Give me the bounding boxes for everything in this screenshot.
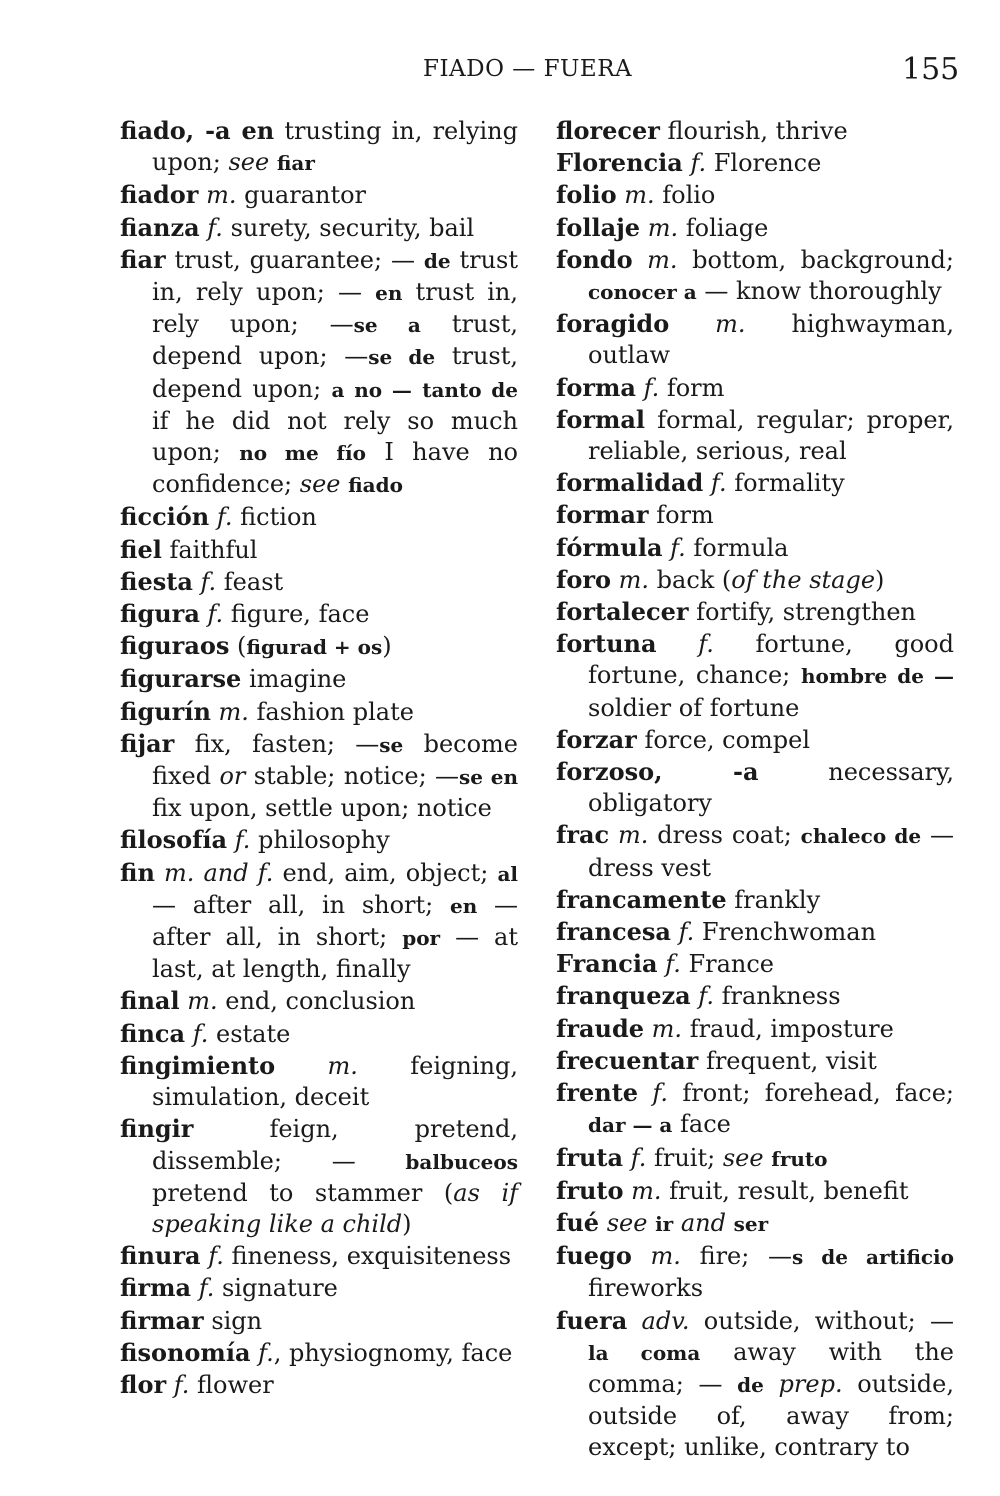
entry-definition: flourish, thrive (659, 117, 848, 145)
entry-label: m. (631, 1176, 662, 1205)
left-column (120, 115, 518, 1401)
entry-phrase: la coma (588, 1340, 701, 1365)
entry-definition: fortify, strengthen (688, 598, 917, 627)
entry-definition: sign (203, 1306, 263, 1335)
entry-definition (764, 1370, 779, 1398)
dictionary-entry (556, 1207, 954, 1240)
dictionary-entry (120, 1337, 518, 1369)
entry-headword: formal (556, 404, 646, 434)
entry-label: f. (670, 533, 686, 562)
entry-label: f. (200, 567, 217, 596)
entry-definition: imagine (241, 665, 347, 694)
entry-label: m. (206, 181, 237, 210)
entry-phrase: tanto de (422, 377, 518, 402)
entry-phrase: fiar (276, 151, 315, 176)
dictionary-entry (120, 212, 518, 244)
entry-definition: soldier of fortune (588, 693, 800, 722)
entry-phrase: se en (459, 765, 518, 790)
entry-definition (673, 1209, 681, 1237)
entry-definition: fashion plate (248, 697, 414, 726)
entry-definition (227, 826, 235, 854)
entry-definition (624, 1177, 632, 1205)
entry-headword: forzoso, -a (556, 757, 759, 787)
entry-phrase: no me fío (239, 441, 366, 466)
entry-headword: folio (556, 180, 617, 210)
entry-definition (191, 1274, 199, 1302)
dictionary-entry (556, 532, 954, 564)
entry-headword: fuego (556, 1241, 632, 1271)
dictionary-entry (556, 916, 954, 948)
entry-phrase: al (497, 861, 518, 886)
entry-definition: formality (726, 469, 845, 498)
entry-phrase: se de (368, 345, 436, 370)
entry-phrase: fruto (771, 1146, 828, 1171)
entry-headword: fuera (556, 1305, 628, 1335)
entry-definition (632, 1242, 651, 1270)
dictionary-entry (556, 499, 954, 531)
entry-definition: fix, fasten; — (174, 729, 380, 758)
entry-definition: foliage (678, 213, 769, 242)
entry-label: f. (207, 213, 223, 242)
entry-headword: fórmula (556, 532, 663, 562)
entry-definition: dress coat; (648, 821, 801, 850)
entry-definition: ) (875, 565, 885, 594)
entry-definition: highwayman, outlaw (588, 310, 954, 370)
entry-definition: end, aim, object; (273, 858, 498, 887)
entry-headword: fin (120, 857, 155, 887)
dictionary-entry (120, 985, 518, 1017)
entry-headword: Florencia (556, 148, 683, 178)
entry-definition (623, 1144, 631, 1172)
dictionary-entry (556, 404, 954, 467)
dictionary-entry (120, 179, 518, 211)
entry-definition (611, 566, 619, 594)
entry-definition (185, 1020, 193, 1048)
entry-definition (703, 469, 711, 497)
entry-label: m. (647, 245, 678, 274)
entry-label: f. (192, 1019, 209, 1048)
dictionary-entry (556, 147, 954, 179)
entry-label: m. (624, 181, 655, 210)
dictionary-entry (120, 1305, 518, 1337)
entry-label: f. (678, 918, 695, 947)
entry-definition: stable; notice; — (245, 762, 460, 791)
entry-headword: firmar (120, 1305, 204, 1335)
entry-label: m. (618, 565, 650, 594)
entry-headword: fortalecer (556, 597, 689, 627)
entry-label: m. (651, 1014, 683, 1043)
entry-definition (200, 600, 208, 628)
entry-definition: flower (189, 1370, 274, 1399)
entry-headword: filosofía (120, 825, 228, 855)
entry-definition: Frenchwoman (694, 918, 877, 947)
entry-phrase: en (450, 893, 478, 918)
entry-headword: figurarse (120, 664, 242, 694)
entry-headword: francamente (556, 884, 727, 914)
entry-definition: outside, without; — (689, 1306, 954, 1335)
entry-label: m. (327, 1051, 358, 1080)
entry-phrase: se (379, 732, 404, 757)
entry-headword: fraude (556, 1013, 645, 1043)
entry-definition: — after all, in short; (152, 890, 450, 919)
dictionary-entry (556, 1045, 954, 1077)
dictionary-entry (556, 980, 954, 1012)
entry-phrase: figurad + os (246, 635, 383, 660)
entry-definition: become fixed (152, 729, 518, 791)
entry-headword: fingimiento (120, 1050, 276, 1080)
entry-phrase: a no — (331, 377, 412, 402)
entry-headword: ficción (120, 502, 210, 532)
entry-label: m. (650, 1242, 681, 1271)
running-head: FIADO — FUERA (423, 56, 633, 82)
dictionary-entry (556, 1240, 954, 1304)
entry-definition (640, 214, 648, 242)
dictionary-entry (556, 596, 954, 628)
dictionary-entry (120, 1240, 518, 1272)
entry-label: f. (630, 1143, 647, 1172)
dictionary-entry (556, 179, 954, 211)
entry-headword: francesa (556, 917, 671, 947)
entry-definition (209, 503, 217, 531)
entry-label: f. (690, 149, 707, 178)
dictionary-entry (120, 696, 518, 728)
entry-definition: I have no confidence; (152, 438, 518, 499)
entry-definition: front; forehead, face; (668, 1079, 954, 1108)
entry-definition (657, 630, 699, 658)
entry-headword: florecer (556, 116, 660, 145)
entry-headword: frac (556, 820, 610, 850)
dictionary-entry (556, 467, 954, 499)
entry-definition: fineness, exquisiteness (223, 1242, 512, 1271)
dictionary-entry (120, 1272, 518, 1304)
entry-phrase: se a (353, 313, 421, 338)
dictionary-entry (556, 819, 954, 883)
entry-definition (155, 859, 164, 887)
entry-definition (633, 246, 648, 274)
entry-definition: ) (382, 632, 392, 661)
entry-phrase: ser (733, 1211, 769, 1236)
entry-definition: formal, regular; proper, reliable, serious, real (588, 405, 954, 466)
entry-phrase: balbuceos (405, 1149, 518, 1174)
entry-definition: trust, depend upon; — (152, 310, 518, 371)
entry-headword: forzar (556, 724, 637, 754)
entry-phrase: s de artificio (792, 1245, 954, 1270)
entry-definition (340, 470, 348, 498)
entry-definition (251, 1339, 259, 1367)
dictionary-entry (120, 1369, 518, 1401)
entry-definition (638, 1079, 652, 1107)
entry-headword: fiado, -a en (120, 116, 275, 145)
entry-definition: pretend to stammer ( (152, 1178, 454, 1207)
entry-label: of the stage (731, 565, 876, 594)
entry-definition: bottom, background; (677, 245, 954, 274)
entry-definition: formula (685, 533, 789, 562)
dictionary-entry (556, 115, 954, 147)
dictionary-entry (556, 212, 954, 244)
entry-label: f. (652, 1079, 669, 1108)
entry-definition (269, 148, 277, 176)
entry-label: f. (173, 1370, 190, 1399)
entry-label: m. (618, 821, 649, 850)
entry-definition: France (680, 950, 775, 979)
entry-headword: Francia (556, 949, 658, 979)
page-header (0, 52, 1000, 92)
entry-label: as if speaking like a child (152, 1178, 518, 1238)
entry-headword: frente (556, 1078, 639, 1108)
dictionary-entry (120, 566, 518, 598)
entry-headword: fingir (120, 1114, 194, 1144)
dictionary-entry (556, 1142, 954, 1175)
entry-definition: trust in, rely upon; — (152, 245, 518, 307)
dictionary-entry (120, 1018, 518, 1050)
entry-definition (166, 1371, 174, 1399)
dictionary-entry (556, 948, 954, 980)
entry-headword: fiar (120, 244, 166, 274)
dictionary-entry (556, 1013, 954, 1045)
entry-headword: fué (556, 1207, 600, 1237)
dictionary-entry (120, 244, 518, 502)
entry-phrase: por (402, 926, 441, 951)
entry-definition: face (672, 1110, 731, 1139)
entry-definition (671, 918, 679, 946)
dictionary-entry (120, 1050, 518, 1113)
entry-phrase: dar — a (588, 1113, 673, 1138)
entry-label: f. (234, 826, 251, 855)
entry-definition: fix upon, settle upon; notice (152, 794, 492, 823)
dictionary-entry (556, 724, 954, 756)
entry-definition: trusting in, relying upon; (152, 117, 518, 177)
entry-label: and (680, 1208, 726, 1237)
entry-label: f. (258, 1338, 274, 1367)
entry-definition: guarantor (236, 181, 367, 210)
dictionary-entry (120, 824, 518, 856)
entry-definition (412, 375, 422, 403)
entry-headword: formar (556, 500, 649, 530)
entry-headword: finca (120, 1018, 186, 1048)
entry-definition: form (659, 373, 725, 402)
dictionary-entry (556, 884, 954, 916)
entry-label: f. (207, 600, 224, 629)
entry-definition: form (648, 501, 714, 530)
entry-definition: feast (216, 567, 284, 596)
right-column (556, 115, 954, 1464)
dictionary-entry (556, 1077, 954, 1141)
entry-label: f. (643, 373, 660, 402)
entry-headword: franqueza (556, 981, 691, 1011)
entry-definition (636, 374, 644, 402)
entry-label: m. and f. (164, 858, 274, 887)
entry-label: f. (216, 503, 233, 532)
dictionary-entry (120, 501, 518, 533)
entry-definition: — know thoroughly (696, 277, 942, 306)
entry-definition: fireworks (588, 1274, 704, 1303)
entry-headword: foragido (556, 309, 670, 339)
entry-phrase: en (375, 281, 403, 306)
entry-label: see (722, 1143, 764, 1172)
entry-headword: forma (556, 372, 636, 402)
entry-headword: figura (120, 599, 200, 629)
entry-definition (647, 1209, 655, 1237)
entry-definition (599, 1209, 607, 1237)
dictionary-entry (120, 1113, 518, 1240)
page-number: 155 (902, 52, 960, 87)
entry-definition: — after all, in short; (152, 890, 518, 952)
entry-definition: frankly (726, 885, 821, 914)
entry-headword: follaje (556, 212, 641, 242)
entry-phrase: conocer a (588, 280, 697, 305)
entry-headword: fianza (120, 212, 200, 242)
entry-headword: finura (120, 1241, 201, 1271)
entry-label: f. (198, 1274, 215, 1303)
entry-definition: frankness (713, 982, 841, 1011)
entry-definition: if he did not rely so much upon; (152, 406, 518, 467)
entry-definition (726, 1209, 734, 1237)
entry-headword: fondo (556, 244, 633, 274)
entry-definition (193, 568, 201, 596)
entry-definition: outside, outside of, away from; except; unlike, contrary to (588, 1369, 954, 1462)
entry-definition: figure, face (223, 600, 370, 629)
entry-definition (644, 1015, 652, 1043)
dictionary-entry (556, 1175, 954, 1207)
entry-definition: surety, security, bail (222, 213, 475, 242)
entry-headword: fruta (556, 1142, 624, 1172)
entry-phrase: hombre de — (800, 664, 954, 689)
dictionary-entry (556, 756, 954, 819)
entry-definition (211, 698, 219, 726)
entry-label: f. (665, 950, 681, 979)
entry-definition: necessary, obligatory (588, 758, 954, 818)
dictionary-entry (120, 598, 518, 630)
entry-label: m. (647, 213, 679, 242)
entry-definition: fraud, imposture (682, 1014, 894, 1043)
entry-definition: fruit, result, benefit (661, 1176, 909, 1205)
entry-headword: final (120, 986, 180, 1016)
entry-headword: flor (120, 1369, 167, 1399)
entry-definition (275, 1052, 327, 1080)
entry-definition: ( (229, 632, 247, 661)
entry-definition: Florence (706, 149, 822, 178)
entry-headword: fijar (120, 728, 175, 758)
entry-label: f. (698, 982, 714, 1011)
dictionary-entry (556, 372, 954, 404)
entry-label: or (219, 762, 246, 791)
entry-definition: feigning, simulation, deceit (152, 1051, 518, 1112)
entry-definition (663, 534, 671, 562)
entry-headword: firma (120, 1273, 192, 1303)
entry-label: prep. (778, 1369, 843, 1398)
entry-label: see (606, 1208, 648, 1237)
dictionary-entry (120, 857, 518, 986)
entry-headword: frecuentar (556, 1045, 699, 1075)
entry-headword: fortuna (556, 629, 657, 659)
entry-definition: away with the comma; — (588, 1337, 954, 1398)
entry-phrase: de (423, 248, 451, 273)
entry-definition: end, conclusion (217, 987, 416, 1016)
entry-definition: faithful (161, 535, 258, 564)
entry-definition: back ( (649, 565, 732, 594)
dictionary-entry (556, 308, 954, 371)
entry-headword: fruto (556, 1175, 624, 1205)
entry-definition: fiction (232, 503, 317, 532)
entry-definition: feign, pretend, dissemble; — (152, 1115, 518, 1175)
entry-headword: fisonomía (120, 1337, 251, 1367)
entry-phrase: ir (655, 1211, 674, 1236)
entry-phrase: fiado (348, 473, 403, 498)
entry-definition: — dress vest (588, 821, 954, 882)
entry-label: see (228, 148, 270, 177)
dictionary-entry (120, 728, 518, 825)
entry-definition (198, 181, 206, 209)
entry-definition: , physiognomy, face (273, 1338, 513, 1367)
entry-definition: frequent, visit (698, 1046, 877, 1075)
entry-definition: philosophy (250, 826, 390, 855)
entry-definition: trust, depend upon; (152, 342, 518, 403)
entry-headword: fiel (120, 534, 162, 564)
entry-label: see (299, 470, 341, 499)
entry-definition: force, compel (636, 725, 811, 754)
entry-label: f. (208, 1242, 224, 1271)
entry-definition: fire; — (680, 1242, 793, 1271)
entry-definition (669, 310, 715, 338)
dictionary-entry (120, 630, 518, 663)
entry-definition: fortune, good fortune, chance; (588, 630, 954, 690)
dictionary-entry (120, 663, 518, 695)
entry-definition: folio (654, 181, 716, 210)
entry-label: m. (218, 697, 249, 726)
dictionary-entry (120, 534, 518, 566)
entry-definition: ) (402, 1209, 412, 1238)
entry-label: f. (698, 630, 714, 659)
entry-headword: figuraos (120, 631, 230, 661)
entry-definition: signature (214, 1274, 338, 1303)
dictionary-entry (556, 564, 954, 596)
dictionary-entry (556, 244, 954, 308)
entry-phrase: de (737, 1372, 764, 1397)
entry-headword: foro (556, 564, 611, 594)
dictionary-entry (556, 628, 954, 724)
entry-label: f. (710, 469, 727, 498)
dictionary-entry (120, 115, 518, 179)
entry-definition: estate (208, 1019, 291, 1048)
entry-definition: fruit; (646, 1143, 723, 1172)
entry-label: m. (715, 310, 746, 339)
entry-headword: fiesta (120, 566, 193, 596)
entry-definition: trust, guarantee; — (165, 245, 424, 274)
entry-definition (609, 821, 618, 849)
entry-definition: trust in, rely upon; — (152, 278, 519, 339)
entry-headword: figurín (120, 696, 211, 726)
entry-headword: formalidad (556, 468, 704, 498)
entry-phrase: chaleco de (800, 824, 922, 849)
dictionary-entry (556, 1305, 954, 1464)
entry-headword: fiador (120, 180, 199, 210)
entry-definition: — at last, at length, finally (152, 923, 518, 984)
entry-label: m. (187, 987, 218, 1016)
entry-definition (627, 1307, 641, 1335)
entry-label: adv. (641, 1306, 690, 1335)
